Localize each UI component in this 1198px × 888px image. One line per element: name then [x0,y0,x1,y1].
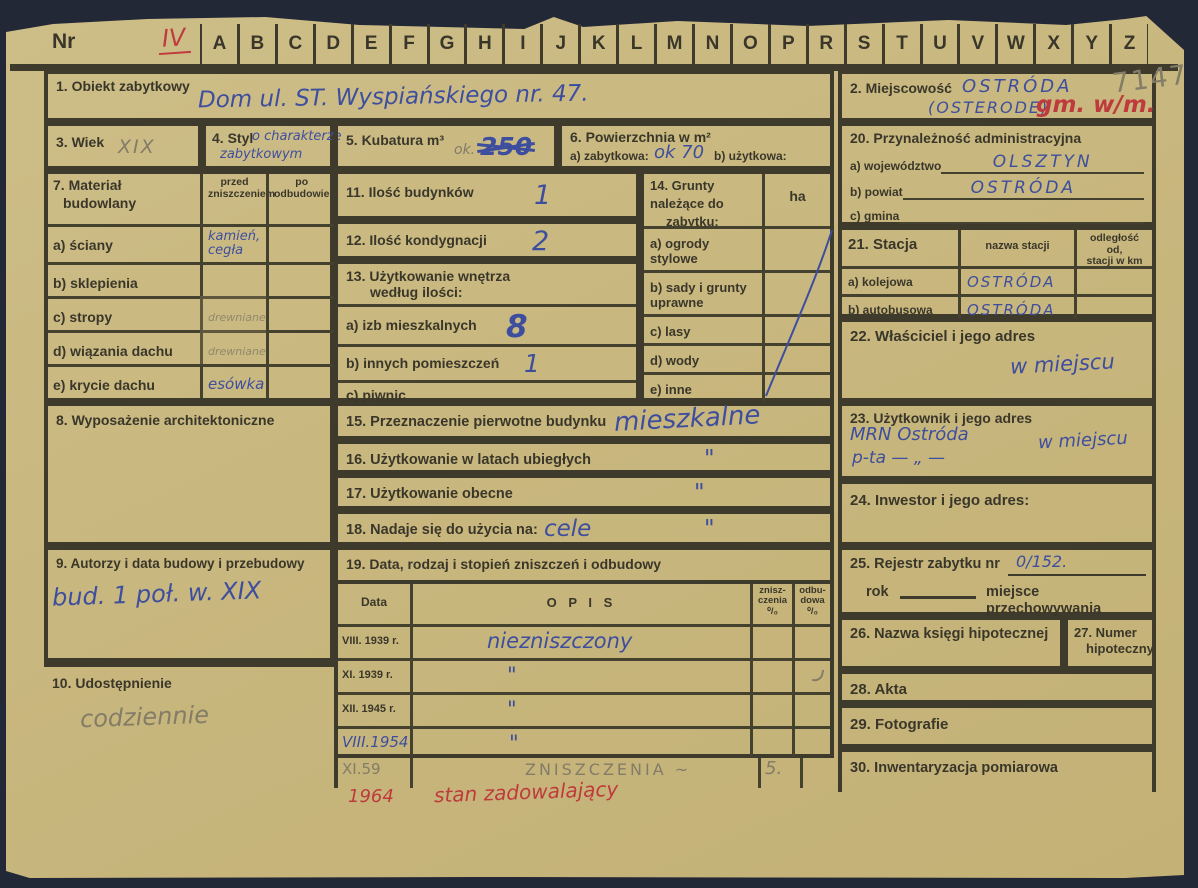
row-opis-handwritten: niezniszczony [487,629,633,653]
letter-cell: V [958,24,996,64]
field-5-prefix-pencil: ok. [454,142,476,158]
field-21b-value-handwritten: OSTRÓDA [958,294,1074,322]
letter-cell: W [996,24,1034,64]
col-zniszczenia-header: znisz- czenia ⁰/₀ [750,584,792,624]
field-5-label: 5. Kubatura m³ [346,132,445,148]
field-21-label: 21. Stacja [848,236,918,253]
field-1-value-handwritten: Dom ul. ST. Wyspiańskiego nr. 47. [197,80,589,114]
field-21-col-name-header: nazwa stacji [958,230,1074,266]
field-19-header-row [338,584,830,624]
field-25-value-handwritten: 0/152. [1016,552,1068,571]
table-row [338,692,830,726]
field-13a-row [338,304,636,347]
letter-cell: C [276,24,314,64]
field-16-uzytkowanie-ubiegle [334,440,834,474]
col-opis-header: O P I S [410,584,750,624]
row-znisz-cell [750,627,792,658]
field-7-col-before-header: przed zniszczeniem [200,174,266,224]
field-1-label: 1. Obiekt zabytkowy [56,78,190,94]
field-7-row-after [266,224,334,262]
field-7-col-after-header: po odbudowie [266,174,334,224]
field-14-row-label: e) inne [644,372,762,401]
field-20a-value-handwritten: OLSZTYN [941,152,1144,174]
field-12-label: 12. Ilość kondygnacji [346,232,487,248]
row-znisz-pencil: 5. [758,758,800,788]
col-data-header: Data [360,595,387,609]
field-12-kondygnacje [334,220,640,260]
letter-cell: U [921,24,959,64]
field-21a-label: a) kolejowa [842,266,958,294]
field-6-powierzchnia [558,122,834,170]
field-7-row-before [200,262,266,296]
field-16-label: 16. Użytkowanie w latach ubiegłych [346,452,591,468]
field-18-ditto-handwritten: " [704,516,715,542]
field-7-row-after [266,330,334,364]
table-row [338,658,830,692]
field-14-ha-cell [762,270,830,314]
field-20-label: 20. Przynależność administracyjna [850,130,1082,146]
field-23-line2-handwritten: p-ta — „ — [852,448,946,468]
col-odbudowa-header: odbu- dowa ⁰/₀ [792,584,830,624]
field-24-inwestor [838,480,1156,546]
nr-label: Nr [52,30,76,53]
row-date-handwritten: VIII.1954 [342,733,409,751]
field-7-row-label: b) sklepienia [48,262,200,296]
letter-cell: O [731,24,769,64]
field-7-row-before-handwritten: kamień, cegła [200,224,266,262]
letter-cell: R [807,24,845,64]
field-7-label: 7. Materiał budowlany [53,177,137,211]
field-30-inwentaryzacja [838,748,1156,792]
letter-cell: E [352,24,390,64]
field-2-value2-handwritten: (OSTERODE) [928,98,1050,117]
field-13-uzytkowanie-wnetrza [334,260,640,402]
table-row [338,624,830,658]
field-7-row-label: a) ściany [48,224,200,262]
field-21-stacja-table [838,226,1156,318]
field-29-fotografie [838,704,1156,748]
row-odbu-cell [792,661,830,692]
field-28-label: 28. Akta [850,681,907,698]
row-date: XI. 1939 r. [342,669,393,681]
field-27-numer [1064,616,1156,670]
field-25-rok-line [900,596,976,599]
field-22-wlasciciel [838,318,1156,402]
field-14-label: 14. Grunty należące do zabytku: [650,178,724,229]
letter-cell: A [200,24,238,64]
field-7-row-after [266,296,334,330]
field-15-przeznaczenie [334,402,834,440]
field-13c-label: c) piwnic [346,387,406,403]
field-7-row-before-pencil: drewniane [200,330,266,364]
row-znisz-cell [750,695,792,726]
field-17-ditto-handwritten: " [694,480,705,506]
table-row [338,726,830,757]
field-1-obiekt [44,70,834,122]
field-21a-value-handwritten: OSTRÓDA [958,266,1074,294]
field-20b-label: b) powiat [850,185,903,200]
letter-cell: B [238,24,276,64]
ref-number-pencil: 7147 [1110,59,1191,100]
field-14-grunty-table [640,170,834,402]
field-27-label-line2: hipoteczny [1086,641,1154,656]
letter-cell: J [541,24,579,64]
letter-cell: S [845,24,883,64]
field-6-label: 6. Powierzchnia w m² [570,129,711,145]
field-10-value-pencil: codziennie [79,700,210,734]
field-10-label: 10. Udostępnienie [52,675,172,691]
field-25-rejestr [838,546,1156,616]
field-25-label: 25. Rejestr zabytku nr [850,556,1000,572]
field-18-label: 18. Nadaje się do użycia na: [346,522,538,538]
field-6a-value-handwritten: ok 70 [654,142,705,163]
field-19-label: 19. Data, rodzaj i stopień zniszczeń i odbudowy [346,556,662,572]
row-znisz-cell [750,661,792,692]
letter-cell: F [390,24,428,64]
field-11-value-handwritten: 1 [534,180,552,211]
field-29-label: 29. Fotografie [850,716,949,733]
field-22-value-handwritten: w miejscu [1009,349,1116,379]
field-10-udostepnienie [44,662,334,837]
row-odbu-cell [792,729,830,757]
letter-cell: P [769,24,807,64]
field-6a-label: a) zabytkowa: [570,149,649,163]
row-date-red: 1964 [348,786,394,807]
field-2-value-handwritten: OSTRÓDA [962,76,1073,97]
field-28-akta [838,670,1156,704]
field-20a-label: a) województwo [850,159,942,174]
field-13-label-line1: 13. Użytkowanie wnętrza [346,268,511,284]
letter-cell: M [655,24,693,64]
field-27-label-line1: 27. Numer [1074,625,1137,640]
field-14-ha-cell [762,314,830,343]
field-20c-label: c) gmina [850,209,900,224]
field-13-label-line2: według ilości: [370,284,463,300]
field-3-label: 3. Wiek [56,134,105,150]
row-odbu-cell [792,695,830,726]
field-11-ilosc-budynkow [334,170,640,220]
field-14-row-label: a) ogrody stylowe [644,226,762,270]
field-14-row-label: b) sady i grunty uprawne [644,270,762,314]
letter-cell: Z [1110,24,1148,64]
nr-value-handwritten: IV [157,23,191,55]
letter-cell: K [579,24,617,64]
field-20b-value-handwritten: OSTRÓDA [903,178,1144,200]
field-5-kubatura [334,122,558,170]
field-4-value-line1-handwritten: o charakterze [252,129,342,144]
field-4-value-line2-handwritten: zabytkowym [220,147,303,162]
field-11-label: 11. Ilość budynków [346,184,474,200]
field-13a-label: a) izb mieszkalnych [346,317,477,333]
field-4-label: 4. Styl [212,130,254,146]
row-opis-handwritten: " [509,731,519,755]
field-6b-label: b) użytkowa: [714,149,787,163]
stray-pencil-mark [812,668,824,683]
field-13a-value-handwritten: 8 [506,309,528,345]
row-date: XII. 1945 r. [342,703,396,715]
row-odbu-cell [800,758,838,788]
field-3-wiek [44,122,202,170]
field-7-row-after [266,262,334,296]
field-25-rok-label: rok [866,584,889,600]
letter-cell: N [693,24,731,64]
field-23-uzytkownik [838,402,1156,480]
field-26-ksiega [838,616,1064,670]
field-23-label: 23. Użytkownik i jego adres [850,410,1033,426]
field-9-label: 9. Autorzy i data budowy i przebudowy [56,556,305,571]
field-7-material-table [44,170,334,402]
field-18-word-handwritten: cele [544,516,592,542]
letter-cell: Y [1072,24,1110,64]
row-opis-pencil: ZNISZCZENIA ~ [525,760,692,779]
field-13b-label: b) innych pomieszczeń [346,355,500,371]
field-14-unit-header: ha [762,174,830,226]
field-17-uzytkowanie-obecne [334,474,834,510]
field-12-value-handwritten: 2 [532,226,550,257]
field-13b-value-handwritten: 1 [524,349,540,378]
field-18-nadaje-sie [334,510,834,546]
row-date-pencil: XI.59 [342,760,381,778]
field-14-row-label: d) wody [644,343,762,372]
field-23-right-handwritten: w miejscu [1037,427,1129,454]
row-odbu-cell [792,627,830,658]
field-17-label: 17. Użytkowanie obecne [346,486,513,502]
field-20c-value [899,222,1144,224]
field-7-row-before-pencil: drewniane [200,296,266,330]
field-7-row-label: e) krycie dachu [48,364,200,398]
field-7-row-before-handwritten: esówka [200,364,266,398]
field-3-value-handwritten: XIX [118,136,156,158]
letter-cell: X [1034,24,1072,64]
row-opis-handwritten: " [507,663,517,687]
field-21b-label: b) autobusowa [842,294,958,322]
field-23-line1-handwritten: MRN Ostróda [850,424,969,445]
field-24-label: 24. Inwestor i jego adres: [850,492,1030,509]
letter-cell: L [617,24,655,64]
field-25-miejsce-label: miejsce przechowywania [986,584,1102,617]
field-14-ha-cell [762,372,830,401]
field-22-label: 22. Właściciel i jego adres [850,328,1036,345]
row-znisz-cell [750,729,792,757]
field-16-ditto-handwritten: " [704,446,715,472]
alphabet-index-row [200,24,1148,64]
field-7-row-label: d) wiązania dachu [48,330,200,364]
row-date: VIII. 1939 r. [342,635,399,647]
field-9-autorzy [44,546,334,662]
letter-cell: G [428,24,466,64]
field-8-wyposazenie [44,402,334,546]
letter-cell: D [314,24,352,64]
field-7-row-after [266,364,334,398]
field-7-row-label: c) stropy [48,296,200,330]
field-4-styl [202,122,342,170]
row-opis-red: stan zadowalający [433,776,619,808]
field-15-label: 15. Przeznaczenie pierwotne budynku [346,414,607,430]
field-20-administracja [838,122,1156,226]
field-21a-distance-cell [1074,266,1152,294]
field-13b-row [338,344,636,383]
field-9-value-handwritten: bud. 1 poł. w. XIX [51,576,262,612]
field-8-label: 8. Wyposażenie architektoniczne [56,412,275,428]
field-14-ha-cell [762,226,830,270]
field-30-label: 30. Inwentaryzacja pomiarowa [850,760,1058,776]
letter-cell: H [465,24,503,64]
field-14-row-label: c) lasy [644,314,762,343]
field-2-label: 2. Miejscowość [850,80,952,96]
row-opis-handwritten: " [507,697,517,721]
letter-cell: T [883,24,921,64]
field-15-value-handwritten: mieszkalne [613,400,762,438]
field-5-value-scribbled: 250 [480,132,533,161]
gmina-annotation-handwritten: gm. w/m. [1036,92,1156,118]
letter-cell: I [503,24,541,64]
field-14-ha-cell [762,343,830,372]
field-21-col-distance-header: odległość od, stacji w km [1074,230,1152,266]
field-26-label: 26. Nazwa księgi hipotecznej [850,626,1049,642]
field-13c-row [338,380,636,403]
field-19-zniszczenia-table [334,546,834,758]
